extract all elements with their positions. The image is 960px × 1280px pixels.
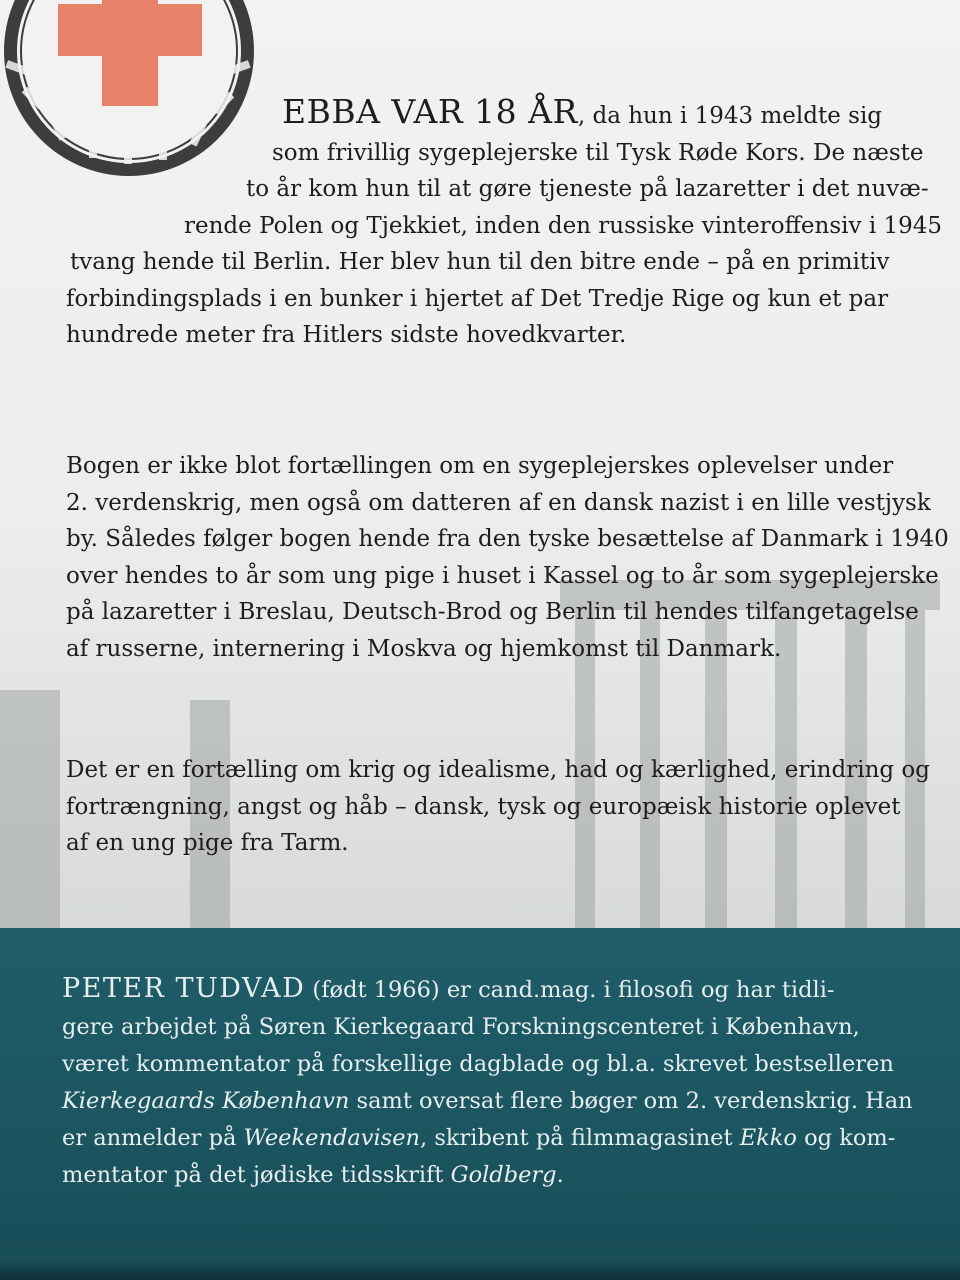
body-line: 2. verdenskrig, men også om datteren af en dansk nazist i en lille vestjysk xyxy=(66,489,931,516)
intro-line: forbindingsplads i en bunker i hjertet af Det Tredje Rige og kun et par xyxy=(66,285,889,312)
author-bio xyxy=(62,970,942,1194)
body-paragraph xyxy=(66,448,949,667)
author-line: mentator på det jødiske tidsskrift xyxy=(62,1162,451,1188)
intro-line: som frivillig sygeplejerske til Tysk Røde Kors. De næste xyxy=(272,139,924,166)
author-line: og kom- xyxy=(796,1125,896,1151)
lead-title: EBBA VAR 18 ÅR xyxy=(282,92,578,131)
author-line: (født 1966) er cand.mag. i filosofi og har tidli- xyxy=(305,977,835,1003)
author-line: været kommentator på forskellige dagblade og bl.a. skrevet bestselleren xyxy=(62,1051,894,1077)
closing-paragraph xyxy=(66,752,930,862)
publication-title: Ekko xyxy=(739,1125,797,1151)
intro-paragraph xyxy=(66,92,943,354)
body-line: af russerne, internering i Moskva og hjemkomst til Danmark. xyxy=(66,635,782,662)
intro-line: tvang hende til Berlin. Her blev hun til den bitre ende – på en primitiv xyxy=(70,249,890,275)
intro-line: hundrede meter fra Hitlers sidste hovedkvarter. xyxy=(66,322,627,348)
author-line: . xyxy=(556,1162,564,1188)
body-line: over hendes to år som ung pige i huset i Kassel og to år som sygeplejerske xyxy=(66,562,939,589)
body-line: Det er en fortælling om krig og idealisme, had og kærlighed, erindring og xyxy=(66,757,930,783)
intro-line: rende Polen og Tjekkiet, inden den russiske vinteroffensiv i 1945 xyxy=(184,212,943,239)
body-line: Bogen er ikke blot fortællingen om en sygeplejerskes oplevelser under xyxy=(66,453,894,479)
author-line: er anmelder på xyxy=(62,1125,244,1151)
publication-title: Weekendavisen xyxy=(243,1125,421,1151)
bottom-edge xyxy=(0,1258,960,1280)
publication-title: Goldberg xyxy=(450,1162,557,1188)
body-line: på lazaretter i Breslau, Deutsch-Brod og Berlin til hendes tilfangetagelse xyxy=(66,599,919,625)
body-line: fortrængning, angst og håb – dansk, tysk og europæisk historie oplevet xyxy=(66,793,901,820)
intro-line: , da hun i 1943 meldte sig xyxy=(577,103,883,129)
intro-line: to år kom hun til at gøre tjeneste på lazaretter i det nuvæ- xyxy=(246,176,929,202)
author-line: samt oversat flere bøger om 2. verdenskrig. Han xyxy=(349,1088,913,1114)
body-line: by. Således følger bogen hende fra den tyske besættelse af Danmark i 1940 xyxy=(66,526,949,552)
author-line: , skribent på filmmagasinet xyxy=(420,1125,740,1151)
book-title: Kierkegaards København xyxy=(62,1088,350,1114)
body-line: af en ung pige fra Tarm. xyxy=(66,830,349,856)
author-name: PETER TUDVAD xyxy=(62,973,306,1004)
author-line: gere arbejdet på Søren Kierkegaard Forskningscenteret i København, xyxy=(62,1014,860,1040)
